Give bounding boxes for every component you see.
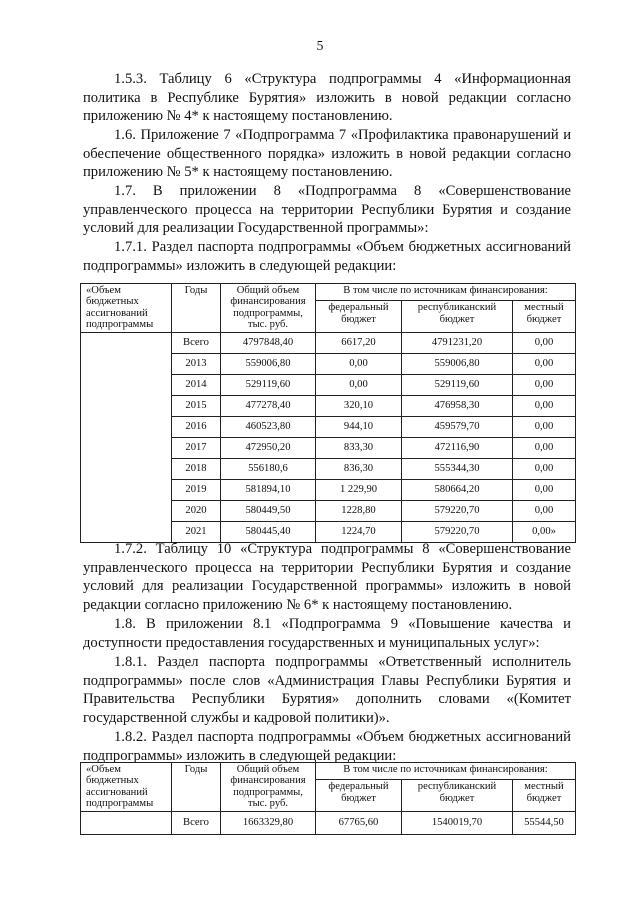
- table-header-federal: федеральный бюджет: [316, 301, 402, 332]
- year-cell: 2020: [172, 500, 221, 521]
- republican-cell: 529119,60: [402, 374, 513, 395]
- paragraph-1-6: 1.6. Приложение 7 «Подпрограмма 7 «Профилактика правонарушений и обеспечение общественного порядка» изложить в новой редакции согласно приложению № 5* к настоящему постановлению.: [83, 127, 571, 181]
- budget-table-subprogram-9: [80, 762, 576, 835]
- federal-cell: 320,10: [316, 395, 402, 416]
- local-cell: 0,00: [513, 479, 576, 500]
- table-header-total: Общий объем финансирования подпрограммы, тыс. руб.: [221, 284, 316, 333]
- table-header-local: местный бюджет: [513, 301, 576, 332]
- table-row: [81, 332, 576, 353]
- republican-cell: 4791231,20: [402, 332, 513, 353]
- republican-cell: 1540019,70: [402, 811, 513, 834]
- paragraph-1-8-1: 1.8.1. Раздел паспорта подпрограммы «Ответственный исполнитель подпрограммы» после слов «Администрация Главы Республики Бурятия и Правительства Республики Бурятия» дополнить словами «(Комитет государственной службы и кадровой политики)».: [83, 654, 571, 727]
- paragraph-1-7-1: 1.7.1. Раздел паспорта подпрограммы «Объем бюджетных ассигнований подпрограммы» изложить в следующей редакции:: [83, 239, 571, 274]
- republican-cell: 559006,80: [402, 353, 513, 374]
- table-header-sources: В том числе по источникам финансирования:: [316, 284, 576, 301]
- federal-cell: 1 229,90: [316, 479, 402, 500]
- local-cell: 0,00: [513, 500, 576, 521]
- federal-cell: 0,00: [316, 353, 402, 374]
- local-cell: 0,00: [513, 353, 576, 374]
- table-header-label: «Объем бюджетных ассигнований подпрограммы: [81, 763, 172, 812]
- table-header-year: Годы: [172, 763, 221, 812]
- republican-cell: 579220,70: [402, 500, 513, 521]
- federal-cell: 6617,20: [316, 332, 402, 353]
- total-cell: 1663329,80: [221, 811, 316, 834]
- total-cell: 559006,80: [221, 353, 316, 374]
- year-cell: 2015: [172, 395, 221, 416]
- table-spacer-cell: [81, 332, 172, 542]
- federal-cell: 944,10: [316, 416, 402, 437]
- total-cell: 580449,50: [221, 500, 316, 521]
- paragraph-1-8: 1.8. В приложении 8.1 «Подпрограмма 9 «Повышение качества и доступности предоставления государственных и муниципальных услуг»:: [83, 616, 571, 651]
- table-spacer-cell: [81, 811, 172, 834]
- local-cell: 0,00: [513, 437, 576, 458]
- total-cell: 581894,10: [221, 479, 316, 500]
- republican-cell: 580664,20: [402, 479, 513, 500]
- table-header-local: местный бюджет: [513, 780, 576, 811]
- local-cell: 0,00: [513, 332, 576, 353]
- republican-cell: 555344,30: [402, 458, 513, 479]
- table-header-total: Общий объем финансирования подпрограммы, тыс. руб.: [221, 763, 316, 812]
- federal-cell: 1224,70: [316, 521, 402, 542]
- year-cell: 2016: [172, 416, 221, 437]
- paragraph-1-7-2: 1.7.2. Таблицу 10 «Структура подпрограммы 8 «Совершенствование управленческого процесса на территории Республики Бурятия и создание условий для реализации Государственной программы» изложить в новой редакции согласно приложению № 6* к настоящему постановлению.: [83, 541, 571, 614]
- paragraph-1-5-3: 1.5.3. Таблицу 6 «Структура подпрограммы 4 «Информационная политика в Республике Бурятия» изложить в новой редакции согласно приложению № 4* к настоящему постановлению.: [83, 71, 571, 125]
- table-header-republican: республиканский бюджет: [402, 780, 513, 811]
- total-cell: 460523,80: [221, 416, 316, 437]
- table-row: [81, 811, 576, 834]
- total-cell: 556180,6: [221, 458, 316, 479]
- republican-cell: 472116,90: [402, 437, 513, 458]
- paragraph-1-8-2: 1.8.2. Раздел паспорта подпрограммы «Объем бюджетных ассигнований подпрограммы» изложить в следующей редакции:: [83, 729, 571, 764]
- federal-cell: 1228,80: [316, 500, 402, 521]
- republican-cell: 579220,70: [402, 521, 513, 542]
- republican-cell: 476958,30: [402, 395, 513, 416]
- year-cell: 2018: [172, 458, 221, 479]
- table-header-republican: республиканский бюджет: [402, 301, 513, 332]
- year-cell: Всего: [172, 332, 221, 353]
- local-cell: 0,00: [513, 416, 576, 437]
- table-header-year: Годы: [172, 284, 221, 333]
- page-number: 5: [316, 38, 324, 53]
- local-cell: 0,00: [513, 395, 576, 416]
- federal-cell: 836,30: [316, 458, 402, 479]
- local-cell: 55544,50: [513, 811, 576, 834]
- total-cell: 529119,60: [221, 374, 316, 395]
- federal-cell: 67765,60: [316, 811, 402, 834]
- year-cell: Всего: [172, 811, 221, 834]
- table-header-label: «Объем бюджетных ассигнований подпрограммы: [81, 284, 172, 333]
- total-cell: 472950,20: [221, 437, 316, 458]
- year-cell: 2021: [172, 521, 221, 542]
- year-cell: 2014: [172, 374, 221, 395]
- paragraph-1-7: 1.7. В приложении 8 «Подпрограмма 8 «Совершенствование управленческого процесса на территории Республики Бурятия и создание условий для реализации Государственной программы»:: [83, 183, 571, 237]
- federal-cell: 0,00: [316, 374, 402, 395]
- table-header-federal: федеральный бюджет: [316, 780, 402, 811]
- year-cell: 2019: [172, 479, 221, 500]
- total-cell: 580445,40: [221, 521, 316, 542]
- republican-cell: 459579,70: [402, 416, 513, 437]
- total-cell: 477278,40: [221, 395, 316, 416]
- federal-cell: 833,30: [316, 437, 402, 458]
- year-cell: 2017: [172, 437, 221, 458]
- year-cell: 2013: [172, 353, 221, 374]
- total-cell: 4797848,40: [221, 332, 316, 353]
- budget-table-subprogram-8: [80, 283, 576, 543]
- local-cell: 0,00: [513, 458, 576, 479]
- local-cell: 0,00»: [513, 521, 576, 542]
- table-header-sources: В том числе по источникам финансирования:: [316, 763, 576, 780]
- local-cell: 0,00: [513, 374, 576, 395]
